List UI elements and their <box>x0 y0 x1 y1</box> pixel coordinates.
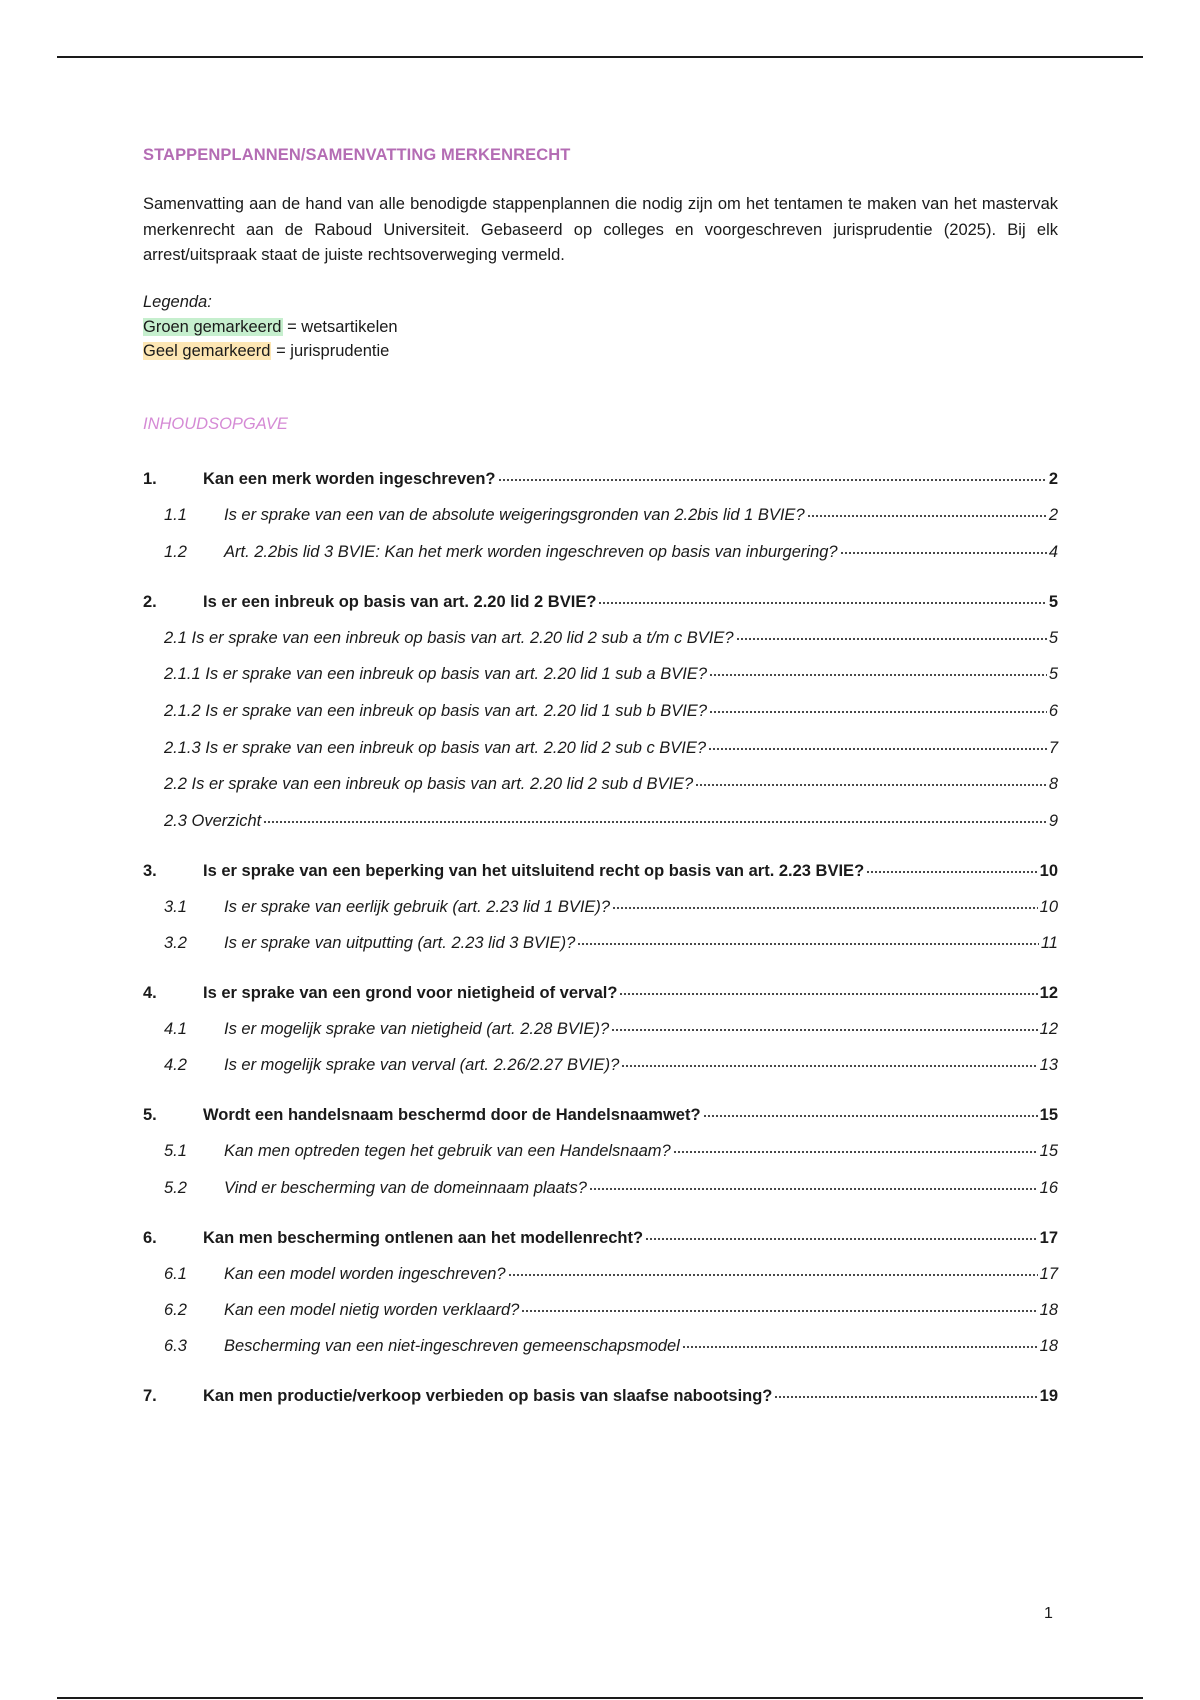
toc-entry-page: 7 <box>1048 738 1058 757</box>
toc-dot-leader <box>521 1298 1037 1315</box>
toc-entry-number: 4.2 <box>164 1055 187 1074</box>
toc-dot-leader <box>682 1334 1038 1351</box>
toc-entry-page: 15 <box>1039 1141 1058 1160</box>
toc-dot-leader <box>866 859 1037 876</box>
toc-entry-number: 7. <box>143 1386 157 1405</box>
toc-entry-page: 19 <box>1039 1386 1058 1405</box>
toc-entry-text: Vind er bescherming van de domeinnaam plaats? <box>224 1178 587 1197</box>
toc-dot-leader <box>645 1226 1038 1243</box>
toc-entry-text: Kan een model worden ingeschreven? <box>224 1264 506 1283</box>
intro-paragraph: Samenvatting aan de hand van alle benodigde stappenplannen die nodig zijn om het tentamen te maken van het mastervak merkenrecht aan de Raboud Universiteit. Gebaseerd op colleges en voorgeschreven jurisprudentie (2025). Bij elk arrest/uitspraak staat de juiste rechtsoverweging vermeld. <box>143 195 1058 264</box>
toc-entry-text: Kan een model nietig worden verklaard? <box>224 1300 520 1319</box>
toc-entry-number: 4. <box>143 983 157 1002</box>
toc-entry-page: 9 <box>1048 811 1058 830</box>
toc-entry-main[interactable] <box>143 1384 1058 1408</box>
toc-entry-text: Is er sprake van een van de absolute weigeringsgronden van 2.2bis lid 1 BVIE? <box>224 505 805 524</box>
toc-entry-sub[interactable] <box>164 503 1058 527</box>
toc-entry-sub[interactable] <box>164 1262 1058 1286</box>
toc-entry-sub[interactable] <box>164 1139 1058 1163</box>
toc-dot-leader <box>577 931 1039 948</box>
toc-entry-text: 2.1.2 Is er sprake van een inbreuk op basis van art. 2.20 lid 1 sub b BVIE? <box>164 701 707 720</box>
toc-entry-sub[interactable] <box>164 931 1058 955</box>
toc-dot-leader <box>498 467 1047 484</box>
toc-entry-page: 12 <box>1039 983 1058 1002</box>
toc-entry-text: Is er mogelijk sprake van nietigheid (art. 2.28 BVIE)? <box>224 1019 610 1038</box>
toc-entry-page: 2 <box>1048 469 1058 488</box>
toc-dot-leader <box>736 626 1047 643</box>
toc-entry-sub[interactable] <box>164 736 1058 760</box>
toc-dot-leader <box>263 809 1047 826</box>
toc-entry-page: 5 <box>1048 592 1058 611</box>
toc-entry-sub[interactable] <box>164 1053 1058 1077</box>
document-page <box>143 0 1058 1700</box>
toc-entry-number: 5.1 <box>164 1141 187 1160</box>
legend-title: Legenda: <box>143 293 212 311</box>
toc-dot-leader <box>611 1017 1037 1034</box>
toc-entry-number: 6.3 <box>164 1336 187 1355</box>
toc-entry-page: 10 <box>1039 897 1058 916</box>
legend-yellow-label: Geel gemarkeerd <box>143 342 271 360</box>
toc-entry-text: Kan men optreden tegen het gebruik van een Handelsnaam? <box>224 1141 671 1160</box>
toc-entry-sub[interactable] <box>164 809 1058 833</box>
toc-entry-text: Kan men bescherming ontlenen aan het modellenrecht? <box>203 1228 644 1247</box>
toc-dot-leader <box>612 895 1038 912</box>
toc-dot-leader <box>703 1103 1038 1120</box>
toc-entry-page: 17 <box>1039 1228 1058 1247</box>
toc-entry-sub[interactable] <box>164 1298 1058 1322</box>
toc-entry-text: Is er sprake van een grond voor nietigheid of verval? <box>203 983 618 1002</box>
toc-entry-number: 5.2 <box>164 1178 187 1197</box>
toc-entry-main[interactable] <box>143 590 1058 614</box>
toc-entry-text: Is er een inbreuk op basis van art. 2.20 lid 2 BVIE? <box>203 592 597 611</box>
toc-entry-number: 2. <box>143 592 157 611</box>
toc-entry-page: 12 <box>1039 1019 1058 1038</box>
toc-entry-number: 1. <box>143 469 157 488</box>
toc-entry-text: Kan men productie/verkoop verbieden op basis van slaafse nabootsing? <box>203 1386 773 1405</box>
toc-entry-page: 18 <box>1039 1336 1058 1355</box>
bottom-rule <box>57 1697 1143 1699</box>
toc-entry-text: Is er sprake van eerlijk gebruik (art. 2.23 lid 1 BVIE)? <box>224 897 611 916</box>
toc-dot-leader <box>589 1176 1038 1193</box>
toc-entry-page: 10 <box>1039 861 1058 880</box>
legend-green-label: Groen gemarkeerd <box>143 317 282 336</box>
toc-dot-leader <box>673 1139 1038 1156</box>
legend-yellow-desc: = jurisprudentie <box>271 342 390 360</box>
toc-entry-text: Kan een merk worden ingeschreven? <box>203 469 496 488</box>
toc-entry-sub[interactable] <box>164 626 1058 650</box>
toc-entry-main[interactable] <box>143 467 1058 491</box>
toc-entry-page: 4 <box>1048 542 1058 561</box>
toc-dot-leader <box>709 662 1047 679</box>
toc-entry-page: 5 <box>1048 664 1058 683</box>
toc-entry-text: 2.1.1 Is er sprake van een inbreuk op basis van art. 2.20 lid 1 sub a BVIE? <box>164 664 707 683</box>
toc-dot-leader <box>619 981 1037 998</box>
toc-entry-text: 2.1.3 Is er sprake van een inbreuk op basis van art. 2.20 lid 2 sub c BVIE? <box>164 738 707 757</box>
toc-dot-leader <box>709 699 1047 716</box>
toc-entry-number: 5. <box>143 1105 157 1124</box>
toc-entry-number: 1.2 <box>164 542 187 561</box>
toc-entry-number: 6. <box>143 1228 157 1247</box>
toc-dot-leader <box>807 503 1047 520</box>
toc-entry-text: Bescherming van een niet-ingeschreven gemeenschapsmodel <box>224 1336 680 1355</box>
toc-entry-sub[interactable] <box>164 1017 1058 1041</box>
toc-dot-leader <box>508 1262 1038 1279</box>
toc-dot-leader <box>621 1053 1037 1070</box>
toc-entry-page: 6 <box>1048 701 1058 720</box>
toc-entry-text: Wordt een handelsnaam beschermd door de Handelsnaamwet? <box>203 1105 701 1124</box>
toc-entry-page: 17 <box>1039 1264 1058 1283</box>
toc-entry-number: 1.1 <box>164 505 187 524</box>
toc-entry-page: 5 <box>1048 628 1058 647</box>
toc-entry-number: 3.1 <box>164 897 187 916</box>
toc-entry-number: 6.1 <box>164 1264 187 1283</box>
toc-dot-leader <box>840 540 1047 557</box>
toc-entry-number: 4.1 <box>164 1019 187 1038</box>
toc-entry-page: 11 <box>1040 933 1058 952</box>
toc-entry-sub[interactable] <box>164 1176 1058 1200</box>
page-number: 1 <box>1044 1605 1053 1622</box>
toc-entry-page: 2 <box>1048 505 1058 524</box>
toc-entry-number: 6.2 <box>164 1300 187 1319</box>
toc-entry-main[interactable] <box>143 859 1058 883</box>
toc-entry-text: Is er sprake van uitputting (art. 2.23 lid 3 BVIE)? <box>224 933 576 952</box>
toc-entry-main[interactable] <box>143 981 1058 1005</box>
toc-dot-leader <box>598 590 1046 607</box>
toc-entry-sub[interactable] <box>164 699 1058 723</box>
toc-entry-sub[interactable] <box>164 1334 1058 1358</box>
legend-green-row <box>143 315 398 340</box>
toc-entry-number: 3. <box>143 861 157 880</box>
toc-entry-main[interactable] <box>143 1103 1058 1127</box>
toc-entry-text: Is er mogelijk sprake van verval (art. 2.26/2.27 BVIE)? <box>224 1055 620 1074</box>
toc-dot-leader <box>695 772 1047 789</box>
toc-entry-sub[interactable] <box>164 662 1058 686</box>
legend-yellow-row <box>143 339 398 364</box>
toc-entry-page: 8 <box>1048 774 1058 793</box>
document-title: STAPPENPLANNEN/SAMENVATTING MERKENRECHT <box>143 146 571 164</box>
toc-dot-leader <box>708 736 1047 753</box>
toc-entry-text: Is er sprake van een beperking van het uitsluitend recht op basis van art. 2.23 BVIE? <box>203 861 865 880</box>
toc-entry-text: 2.1 Is er sprake van een inbreuk op basis van art. 2.20 lid 2 sub a t/m c BVIE? <box>164 628 734 647</box>
toc-entry-page: 18 <box>1039 1300 1058 1319</box>
toc-heading: INHOUDSOPGAVE <box>143 415 288 433</box>
toc-entry-number: 3.2 <box>164 933 187 952</box>
toc-entry-sub[interactable] <box>164 540 1058 564</box>
toc-entry-sub[interactable] <box>164 895 1058 919</box>
toc-entry-main[interactable] <box>143 1226 1058 1250</box>
toc-entry-text: 2.3 Overzicht <box>164 811 262 830</box>
legend-green-desc: = wetsartikelen <box>282 317 398 336</box>
legend <box>143 290 398 364</box>
toc-entry-sub[interactable] <box>164 772 1058 796</box>
toc-entry-page: 13 <box>1039 1055 1058 1074</box>
toc-entry-text: Art. 2.2bis lid 3 BVIE: Kan het merk worden ingeschreven op basis van inburgering? <box>224 542 838 561</box>
toc-entry-page: 16 <box>1039 1178 1058 1197</box>
toc-entry-page: 15 <box>1039 1105 1058 1124</box>
toc-dot-leader <box>774 1384 1037 1401</box>
toc-entry-text: 2.2 Is er sprake van een inbreuk op basis van art. 2.20 lid 2 sub d BVIE? <box>164 774 694 793</box>
